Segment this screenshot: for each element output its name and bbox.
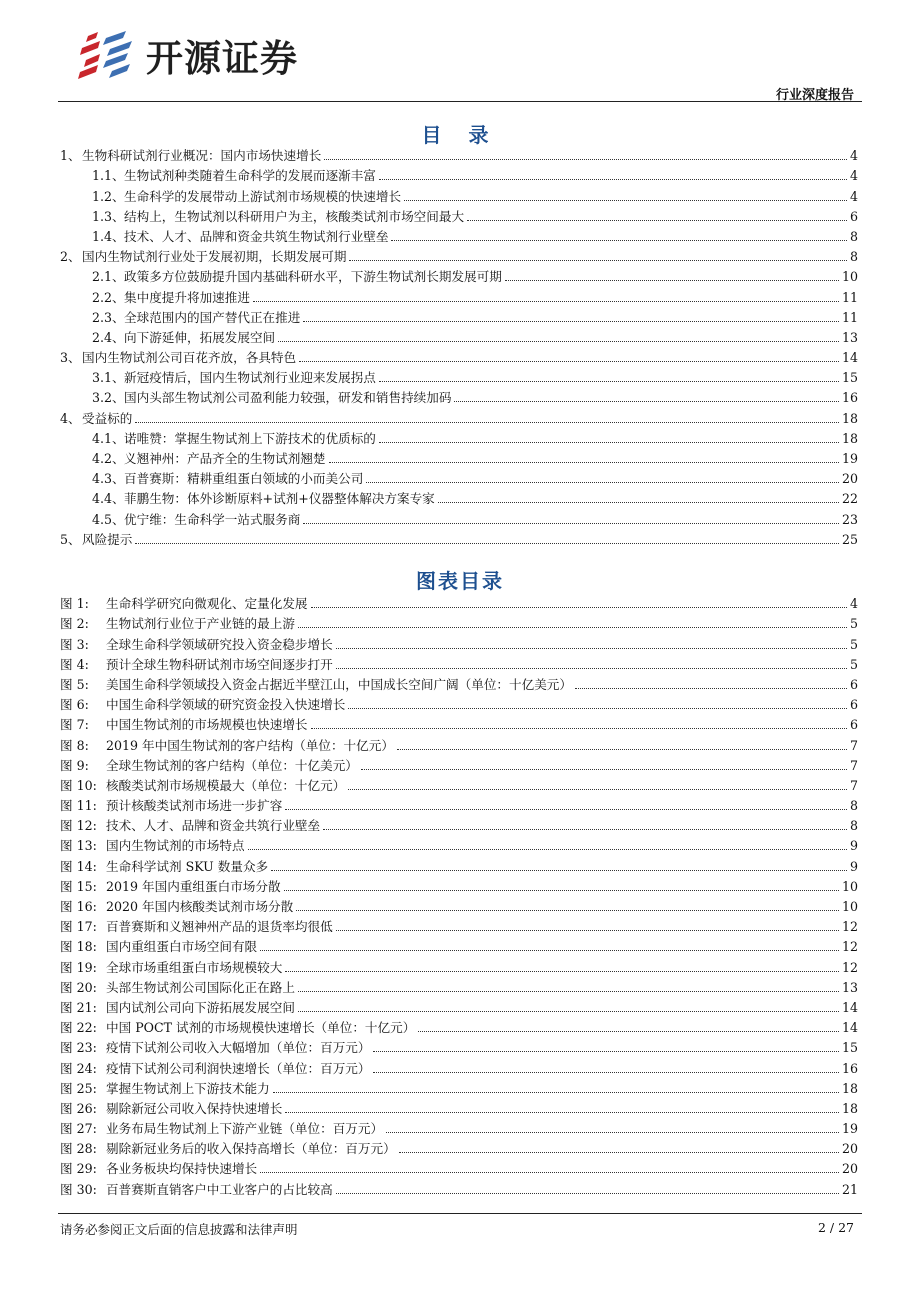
figure-entry-title: 生物试剂行业位于产业链的最上游	[106, 616, 295, 632]
toc-entry-number: 3.2、	[92, 390, 125, 406]
toc-entry-title: 优宁维：生命科学一站式服务商	[124, 511, 301, 527]
dot-leader	[575, 688, 847, 689]
dot-leader	[349, 260, 847, 261]
figure-entry-page-number: 8	[849, 798, 858, 814]
figure-entry-number: 图 16:	[60, 899, 97, 914]
toc-entry-page-number: 20	[841, 471, 858, 487]
figure-entry-number: 图 23:	[60, 1040, 97, 1056]
figure-entry-page-number: 12	[841, 919, 858, 935]
toc-entry-page-number: 22	[841, 491, 858, 507]
dot-leader	[467, 220, 847, 221]
figure-entry-number: 图 25:	[60, 1080, 97, 1096]
toc-entry[interactable]	[60, 405, 858, 425]
toc-entry-page-number: 4	[849, 148, 858, 164]
figure-entry-number: 图 24:	[60, 1060, 97, 1076]
figure-entry-number: 图 18:	[60, 939, 97, 955]
dot-leader	[299, 361, 839, 362]
figure-entry[interactable]	[60, 672, 858, 692]
dot-leader	[379, 381, 839, 382]
toc-entry-page-number: 8	[849, 249, 858, 265]
dot-leader	[323, 829, 847, 830]
figure-entry-page-number: 12	[841, 939, 858, 955]
dot-leader	[260, 950, 839, 951]
figure-entry-title: 2020 年国内核酸类试剂市场分散	[106, 899, 294, 914]
toc-entry-number: 4.2、	[92, 451, 125, 466]
toc-entry-title: 集中度提升将加速推进	[124, 289, 250, 305]
figure-entry-page-number: 20	[841, 1141, 858, 1157]
figure-entry-number: 图 2:	[60, 616, 89, 632]
figure-entry[interactable]	[60, 1035, 858, 1055]
toc-entry-title: 生命科学的发展带动上游试剂市场规模的快速增长	[124, 188, 402, 204]
figure-entry-page-number: 8	[849, 818, 858, 834]
figure-entry-number: 图 11:	[60, 798, 97, 814]
dot-leader	[311, 728, 847, 729]
toc-entry-title: 诺唯赞：掌握生物试剂上下游技术的优质标的	[124, 430, 376, 446]
toc-entry-title: 百普赛斯：精耕重组蛋白领域的小而美公司	[124, 471, 364, 487]
figure-entry-page-number: 16	[841, 1060, 858, 1076]
figure-entry-title: 头部生物试剂公司国际化正在路上	[106, 979, 295, 995]
figure-entry-number: 图 29:	[60, 1161, 97, 1177]
figure-entry-title: 掌握生物试剂上下游技术能力	[106, 1080, 270, 1096]
dot-leader	[438, 502, 839, 503]
figure-entry[interactable]	[60, 995, 858, 1015]
dot-leader	[391, 240, 847, 241]
figure-entry-title: 国内重组蛋白市场空间有限	[106, 939, 258, 955]
figure-entry-title: 百普赛斯和义翘神州产品的退货率均很低	[106, 919, 333, 935]
toc-entry-title: 全球范围内的国产替代正在推进	[124, 309, 301, 325]
toc-entry-number: 1.2、	[92, 188, 125, 204]
figure-entry[interactable]	[60, 1055, 858, 1075]
dot-leader	[253, 301, 839, 302]
toc-entry-number: 3.1、	[92, 370, 125, 386]
toc-entry-number: 5、	[60, 531, 81, 547]
figure-entry-page-number: 19	[841, 1121, 858, 1137]
toc-list	[60, 143, 858, 547]
figure-entry[interactable]	[60, 1136, 858, 1156]
figure-entry[interactable]	[60, 934, 858, 954]
figure-entry-number: 图 13:	[60, 838, 97, 854]
dot-leader	[348, 789, 847, 790]
toc-entry-number: 4.4、	[92, 491, 125, 507]
toc-entry-number: 2、	[60, 249, 81, 265]
figure-entry-title: 生命科学研究向微观化、定量化发展	[106, 596, 308, 612]
figure-entry[interactable]	[60, 1096, 858, 1116]
toc-entry-number: 2.4、	[92, 329, 125, 345]
toc-entry[interactable]	[60, 446, 858, 466]
toc-entry-title: 生物试剂种类随着生命科学的发展而逐渐丰富	[124, 168, 376, 184]
toc-entry-title: 新冠疫情后，国内生物试剂行业迎来发展拐点	[124, 370, 376, 386]
figure-entry-number: 图 30:	[60, 1181, 97, 1197]
dot-leader	[303, 523, 839, 524]
figure-entry-title: 全球生物试剂的客户结构（单位：十亿美元）	[106, 757, 358, 773]
dot-leader	[296, 910, 839, 911]
toc-entry-title: 政策多方位鼓励提升国内基础科研水平，下游生物试剂长期发展可期	[124, 269, 502, 285]
figure-entry[interactable]	[60, 1015, 858, 1035]
figure-entry-page-number: 10	[841, 878, 858, 894]
footer-divider	[58, 1213, 862, 1214]
figure-entry[interactable]	[60, 833, 858, 853]
toc-entry-page-number: 11	[841, 309, 858, 325]
figures-title: 图表目录	[416, 569, 504, 593]
toc-entry[interactable]	[60, 143, 858, 163]
figure-entry-title: 各业务板块均保持快速增长	[106, 1161, 258, 1177]
figure-entry[interactable]	[60, 914, 858, 934]
dot-leader	[298, 627, 847, 628]
toc-entry-page-number: 15	[841, 370, 858, 386]
toc-entry-title: 义翘神州：产品齐全的生物试剂翘楚	[124, 451, 326, 466]
company-name: 开源证券	[146, 37, 298, 80]
figure-entry-page-number: 20	[841, 1161, 858, 1177]
page-indicator: 2 / 27	[817, 1220, 854, 1235]
toc-entry[interactable]	[60, 244, 858, 264]
dot-leader	[373, 1051, 839, 1052]
toc-entry-page-number: 14	[841, 350, 858, 366]
dot-leader	[135, 543, 839, 544]
figure-entry[interactable]	[60, 611, 858, 631]
figure-entry[interactable]	[60, 1116, 858, 1136]
figure-entry-number: 图 8:	[60, 737, 89, 753]
toc-entry[interactable]	[60, 264, 858, 284]
toc-entry-number: 2.3、	[92, 309, 125, 325]
toc-entry[interactable]	[60, 224, 858, 244]
toc-entry-number: 2.2、	[92, 289, 125, 305]
figure-entry-title: 全球生命科学领域研究投入资金稳步增长	[106, 636, 333, 652]
toc-entry[interactable]	[60, 163, 858, 183]
figure-entry[interactable]	[60, 692, 858, 712]
figure-entry-title: 中国 POCT 试剂的市场规模快速增长（单位：十亿元）	[106, 1020, 416, 1036]
dot-leader	[366, 482, 839, 483]
toc-entry-page-number: 6	[849, 208, 858, 224]
toc-entry[interactable]	[60, 325, 858, 345]
figure-entry-number: 图 12:	[60, 818, 97, 834]
dot-leader	[399, 1152, 839, 1153]
toc-entry-number: 2.1、	[92, 269, 125, 285]
dot-leader	[386, 1132, 839, 1133]
company-logo	[76, 30, 298, 80]
toc-entry-page-number: 18	[841, 430, 858, 446]
figure-entry-page-number: 10	[841, 899, 858, 914]
dot-leader	[329, 462, 839, 463]
figure-entry-page-number: 21	[841, 1181, 858, 1197]
dot-leader	[348, 708, 847, 709]
figure-entry-title: 业务布局生物试剂上下游产业链（单位：百万元）	[106, 1121, 384, 1137]
figure-entry-title: 核酸类试剂市场规模最大（单位：十亿元）	[106, 777, 346, 793]
toc-entry-page-number: 25	[841, 531, 858, 547]
figure-entry-title: 生命科学试剂 SKU 数量众多	[106, 858, 269, 874]
figures-list	[60, 591, 858, 1197]
figure-entry-title: 国内试剂公司向下游拓展发展空间	[106, 999, 295, 1015]
figure-entry-title: 预计全球生物科研试剂市场空间逐步打开	[106, 656, 333, 672]
figure-entry-title: 剔除新冠公司收入保持快速增长	[106, 1100, 283, 1116]
figure-entry-page-number: 18	[841, 1080, 858, 1096]
figure-entry[interactable]	[60, 853, 858, 873]
figure-entry-number: 图 7:	[60, 717, 89, 733]
footer-disclaimer: 请务必参阅正文后面的信息披露和法律声明	[60, 1222, 298, 1237]
toc-entry[interactable]	[60, 466, 858, 486]
toc-entry-title: 风险提示	[82, 531, 133, 547]
dot-leader	[404, 200, 847, 201]
dot-leader	[135, 422, 839, 423]
figure-entry[interactable]	[60, 1176, 858, 1196]
toc-entry[interactable]	[60, 204, 858, 224]
toc-entry-page-number: 23	[841, 511, 858, 527]
figure-entry-page-number: 5	[849, 616, 858, 632]
figure-entry[interactable]	[60, 793, 858, 813]
figure-entry-number: 图 21:	[60, 999, 97, 1015]
toc-entry[interactable]	[60, 506, 858, 526]
toc-entry[interactable]	[60, 365, 858, 385]
figure-entry-number: 图 4:	[60, 656, 89, 672]
dot-leader	[336, 668, 847, 669]
dot-leader	[298, 1011, 839, 1012]
figure-entry-number: 图 10:	[60, 777, 97, 793]
header-divider	[58, 101, 862, 102]
dot-leader	[273, 1092, 839, 1093]
figure-entry-number: 图 20:	[60, 979, 97, 995]
dot-leader	[505, 280, 839, 281]
toc-entry-page-number: 11	[841, 289, 858, 305]
figure-entry-page-number: 18	[841, 1100, 858, 1116]
toc-entry-title: 菲鹏生物：体外诊断原料+试剂+仪器整体解决方案专家	[124, 491, 435, 507]
figure-entry[interactable]	[60, 732, 858, 752]
figure-entry[interactable]	[60, 652, 858, 672]
figure-entry-title: 中国生命科学领域的研究资金投入快速增长	[106, 697, 346, 713]
figure-entry-title: 百普赛斯直销客户中工业客户的占比较高	[106, 1181, 333, 1197]
toc-entry[interactable]	[60, 385, 858, 405]
figure-entry-number: 图 22:	[60, 1020, 97, 1036]
figure-entry-title: 2019 年中国生物试剂的客户结构（单位：十亿元）	[106, 737, 394, 753]
figure-entry-page-number: 14	[841, 999, 858, 1015]
figure-entry-title: 疫情下试剂公司利润快速增长（单位：百万元）	[106, 1060, 371, 1076]
dot-leader	[271, 870, 847, 871]
toc-entry-number: 1.3、	[92, 208, 125, 224]
logo-mark-icon	[76, 30, 136, 80]
figure-entry-number: 图 26:	[60, 1100, 97, 1116]
toc-entry-title: 生物科研试剂行业概况：国内市场快速增长	[82, 148, 322, 164]
figure-entry-number: 图 1:	[60, 596, 89, 612]
figure-entry[interactable]	[60, 894, 858, 914]
dot-leader	[454, 401, 839, 402]
dot-leader	[303, 321, 839, 322]
figure-entry[interactable]	[60, 591, 858, 611]
toc-entry-page-number: 18	[841, 410, 858, 426]
dot-leader	[336, 648, 847, 649]
toc-entry-number: 4.5、	[92, 511, 125, 527]
dot-leader	[311, 607, 847, 608]
dot-leader	[379, 442, 839, 443]
toc-entry-title: 国内头部生物试剂公司盈利能力较强，研发和销售持续加码	[124, 390, 452, 406]
toc-entry-page-number: 13	[841, 329, 858, 345]
figure-entry[interactable]	[60, 773, 858, 793]
toc-title: 目 录	[421, 123, 499, 147]
dot-leader	[285, 971, 839, 972]
toc-entry-number: 1.4、	[92, 228, 125, 244]
toc-entry-number: 4.3、	[92, 471, 125, 487]
figure-entry-page-number: 9	[849, 838, 858, 854]
figure-entry-title: 国内生物试剂的市场特点	[106, 838, 245, 854]
figure-entry-page-number: 15	[841, 1040, 858, 1056]
figure-entry[interactable]	[60, 712, 858, 732]
dot-leader	[361, 769, 847, 770]
dot-leader	[336, 1193, 839, 1194]
dot-leader	[397, 749, 847, 750]
figure-entry-number: 图 27:	[60, 1121, 97, 1137]
dot-leader	[260, 1172, 839, 1173]
toc-entry[interactable]	[60, 345, 858, 365]
toc-entry-page-number: 8	[849, 228, 858, 244]
toc-entry-number: 3、	[60, 350, 81, 366]
dot-leader	[278, 341, 839, 342]
toc-entry-number: 4.1、	[92, 430, 125, 446]
figure-entry[interactable]	[60, 954, 858, 974]
figure-entry-page-number: 6	[849, 697, 858, 713]
figure-entry[interactable]	[60, 813, 858, 833]
figure-entry-page-number: 12	[841, 959, 858, 975]
figure-entry-number: 图 14:	[60, 858, 97, 874]
dot-leader	[298, 991, 839, 992]
toc-entry-title: 国内生物试剂行业处于发展初期，长期发展可期	[82, 249, 347, 265]
figure-entry-number: 图 17:	[60, 919, 97, 935]
toc-entry-page-number: 10	[841, 269, 858, 285]
figure-entry-title: 2019 年国内重组蛋白市场分散	[106, 878, 281, 894]
figure-entry[interactable]	[60, 631, 858, 651]
figure-entry-title: 疫情下试剂公司收入大幅增加（单位：百万元）	[106, 1040, 371, 1056]
toc-entry-page-number: 16	[841, 390, 858, 406]
figure-entry-page-number: 5	[849, 636, 858, 652]
figure-entry[interactable]	[60, 1156, 858, 1176]
figure-entry[interactable]	[60, 874, 858, 894]
figure-entry-page-number: 14	[841, 1020, 858, 1036]
figure-entry[interactable]	[60, 753, 858, 773]
toc-entry[interactable]	[60, 527, 858, 547]
figure-entry-number: 图 5:	[60, 676, 89, 692]
dot-leader	[379, 179, 847, 180]
figure-entry-number: 图 15:	[60, 878, 97, 894]
figure-entry-title: 美国生命科学领域投入资金占据近半壁江山，中国成长空间广阔（单位：十亿美元）	[106, 676, 572, 692]
toc-entry[interactable]	[60, 183, 858, 203]
figure-entry-number: 图 19:	[60, 959, 97, 975]
toc-entry-title: 国内生物试剂公司百花齐放，各具特色	[82, 350, 297, 366]
figure-entry[interactable]	[60, 1076, 858, 1096]
figure-entry-page-number: 9	[849, 858, 858, 874]
figure-entry-page-number: 4	[849, 596, 858, 612]
toc-entry-title: 向下游延伸，拓展发展空间	[124, 329, 276, 345]
figure-entry-page-number: 5	[849, 656, 858, 672]
figure-entry-number: 图 28:	[60, 1141, 97, 1157]
figure-entry-page-number: 7	[849, 777, 858, 793]
figure-entry-number: 图 9:	[60, 757, 89, 773]
toc-entry-page-number: 19	[841, 451, 858, 466]
dot-leader	[373, 1072, 839, 1073]
dot-leader	[418, 1031, 839, 1032]
figure-entry-number: 图 3:	[60, 636, 89, 652]
dot-leader	[248, 849, 847, 850]
toc-entry[interactable]	[60, 486, 858, 506]
figure-entry[interactable]	[60, 975, 858, 995]
toc-entry-title: 结构上，生物试剂以科研用户为主，核酸类试剂市场空间最大	[124, 208, 465, 224]
toc-entry[interactable]	[60, 284, 858, 304]
dot-leader	[324, 159, 847, 160]
toc-entry-page-number: 4	[849, 188, 858, 204]
figure-entry-page-number: 13	[841, 979, 858, 995]
toc-entry[interactable]	[60, 426, 858, 446]
toc-entry-number: 1.1、	[92, 168, 125, 184]
dot-leader	[285, 809, 847, 810]
figure-entry-page-number: 7	[849, 757, 858, 773]
dot-leader	[284, 890, 839, 891]
toc-entry-title: 受益标的	[82, 410, 133, 426]
figure-entry-title: 全球市场重组蛋白市场规模较大	[106, 959, 283, 975]
report-type-label: 行业深度报告	[775, 88, 854, 103]
toc-entry-page-number: 4	[849, 168, 858, 184]
figure-entry-number: 图 6:	[60, 697, 89, 713]
figure-entry-page-number: 6	[849, 717, 858, 733]
figure-entry-title: 中国生物试剂的市场规模也快速增长	[106, 717, 308, 733]
toc-entry-title: 技术、人才、品牌和资金共筑生物试剂行业壁垒	[124, 228, 389, 244]
figure-entry-title: 技术、人才、品牌和资金共筑行业壁垒	[106, 818, 321, 834]
figure-entry-title: 剔除新冠业务后的收入保持高增长（单位：百万元）	[106, 1141, 396, 1157]
dot-leader	[336, 930, 839, 931]
figure-entry-page-number: 7	[849, 737, 858, 753]
figure-entry-title: 预计核酸类试剂市场进一步扩容	[106, 798, 283, 814]
figure-entry-page-number: 6	[849, 676, 858, 692]
toc-entry-number: 4、	[60, 410, 81, 426]
toc-entry-number: 1、	[60, 148, 81, 164]
dot-leader	[285, 1112, 839, 1113]
toc-entry[interactable]	[60, 305, 858, 325]
